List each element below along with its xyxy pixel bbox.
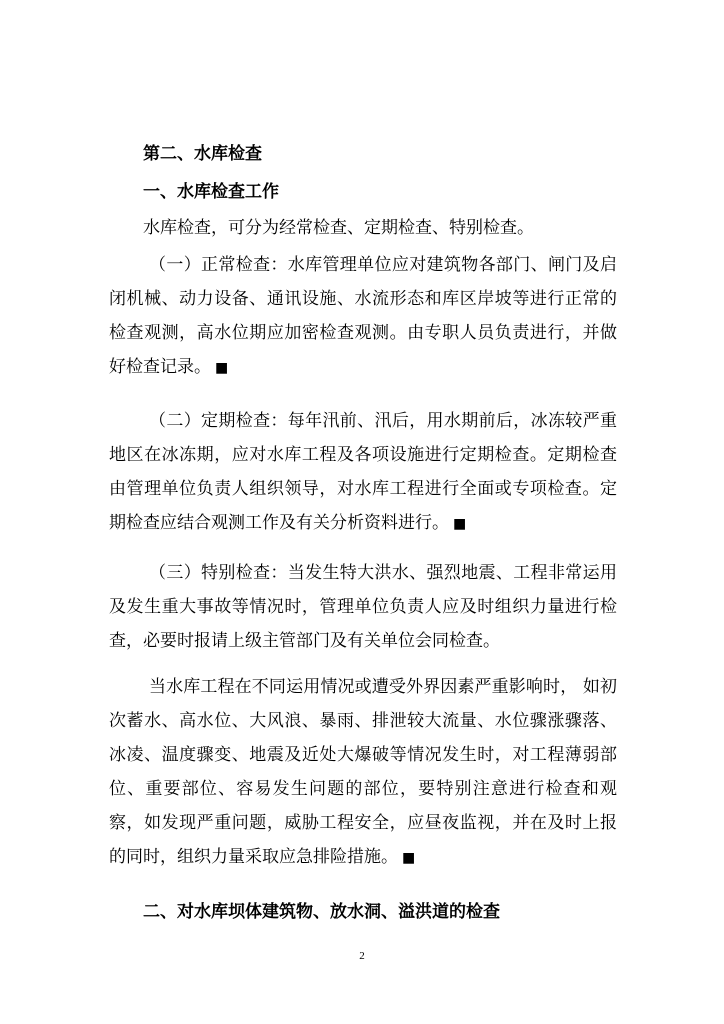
intro-paragraph: 水库检查，可分为经常检查、定期检查、特别检查。 bbox=[143, 218, 534, 238]
emergency-check-text: 当水库工程在不同运用情况或遭受外界因素严重影响时， 如初次蓄水、高水位、大风浪、暴雨、排泄较大流量、水位骤涨骤落、冰凌、温度骤变、地震及近处大爆破等情况发生时，对工程薄弱部位、重要部位、容易发生问题的部位，要特别注意进行检查和观察，如发现严重问题，威胁工程安全，应昼夜监视，并在及时上报的同时，组织力量采取应急排险措施。 bbox=[109, 677, 617, 867]
paragraph-periodic-check bbox=[109, 404, 617, 541]
end-mark-icon: ■ bbox=[453, 516, 467, 532]
paragraph-regular-check bbox=[109, 248, 617, 385]
page-number: 2 bbox=[359, 950, 365, 962]
section-title: 第二、水库检查 bbox=[143, 144, 262, 164]
end-mark-icon: ■ bbox=[402, 850, 416, 866]
regular-check-text: （一）正常检查：水库管理单位应对建筑物各部门、闸门及启闭机械、动力设备、通讯设施、水流形态和库区岸坡等进行正常的检查观测，高水位期应加密检查观测。由专职人员负责进行，并做好检查记录。 bbox=[109, 255, 617, 377]
paragraph-special-check bbox=[109, 556, 617, 658]
subsection-2-title: 二、对水库坝体建筑物、放水洞、溢洪道的检查 bbox=[143, 902, 500, 922]
periodic-check-text: （二）定期检查：每年汛前、汛后，用水期前后，冰冻较严重地区在冰冻期，应对水库工程及各项设施进行定期检查。定期检查由管理单位负责人组织领导，对水库工程进行全面或专项检查。定期检查应结合观测工作及有关分析资料进行。 bbox=[109, 411, 617, 533]
paragraph-emergency-check bbox=[109, 670, 617, 875]
end-mark-icon: ■ bbox=[215, 360, 229, 376]
subsection-1-title: 一、水库检查工作 bbox=[143, 182, 279, 202]
special-check-text: （三）特别检查：当发生特大洪水、强烈地震、工程非常运用及发生重大事故等情况时，管理单位负责人应及时组织力量进行检查，必要时报请上级主管部门及有关单位会同检查。 bbox=[109, 563, 617, 651]
